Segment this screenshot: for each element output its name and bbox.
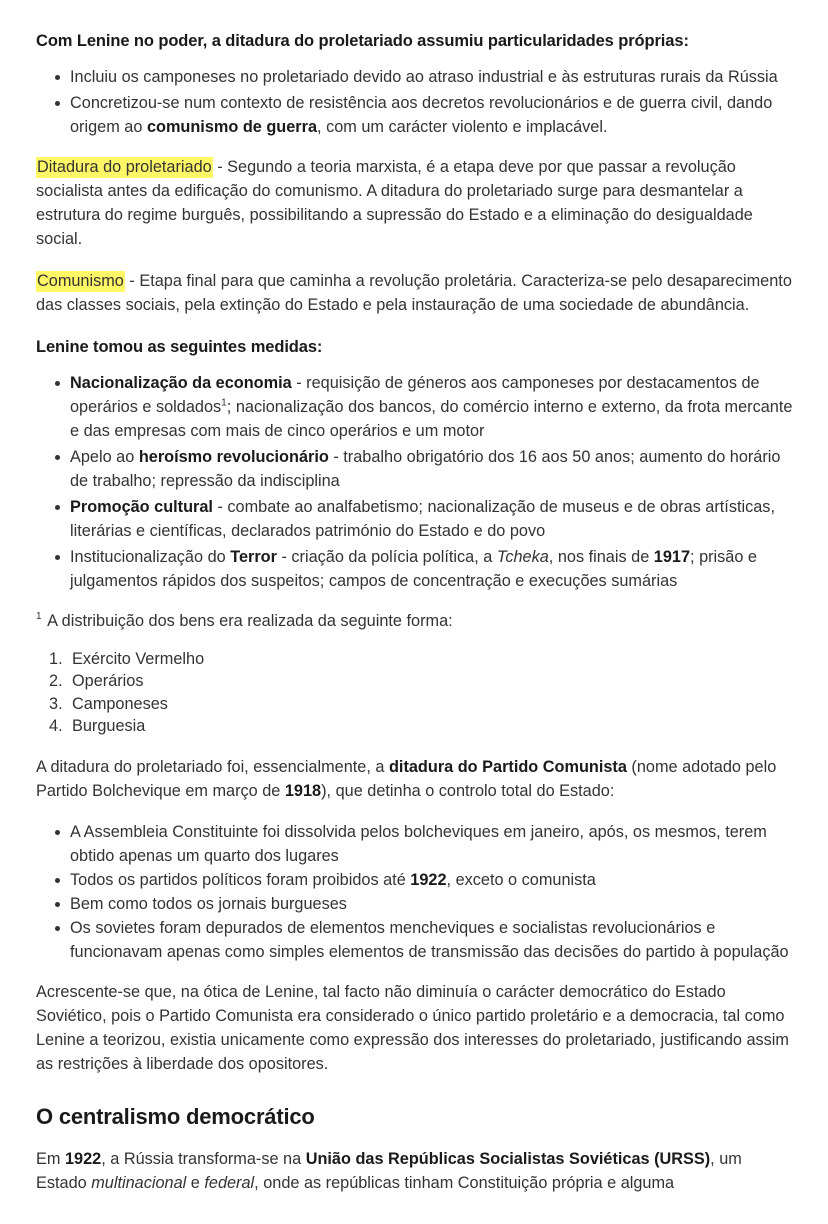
plain-text: Incluiu os camponeses no proletariado devido ao atraso industrial e às estruturas rurais da Rússia	[70, 68, 778, 87]
plain-text: - combate ao analfabetismo; nacionalização de museus e de obras artísticas, literárias e científicas, declarados património do Estado e do povo	[70, 497, 775, 540]
list-item: Exército Vermelho	[72, 649, 205, 668]
plain-text: Bem como todos os jornais burgueses	[70, 895, 347, 914]
list-item: Operários	[72, 672, 144, 691]
footnote-line	[36, 610, 795, 634]
measures-bullet-list	[36, 372, 795, 594]
plain-text: A Assembleia Constituinte foi dissolvida pelos bolcheviques em janeiro, após, os mesmos, terem obtido apenas um quarto dos lugares	[70, 823, 767, 866]
plain-text: , a Rússia transforma-se na	[101, 1149, 306, 1168]
list-item	[36, 372, 795, 444]
plain-text: , exceto o comunista	[446, 871, 596, 890]
list-item	[36, 546, 795, 594]
party-bullet-list	[36, 821, 795, 965]
plain-text: Concretizou-se num contexto de resistência aos decretos revolucionários e de guerra civil, dando origem ao	[70, 94, 773, 137]
plain-text: (nome adotado pelo Partido Bolchevique em março de	[36, 757, 777, 800]
list-item	[36, 66, 795, 90]
italic-text: federal	[204, 1173, 255, 1192]
italic-text: multinacional	[91, 1173, 187, 1192]
bold-text: comunismo de guerra	[146, 118, 318, 137]
list-item: Burguesia	[72, 717, 146, 736]
bold-text: heroísmo revolucionário	[138, 447, 329, 466]
plain-text: ; prisão e julgamentos rápidos dos suspeitos; campos de concentração e execuções sumárias	[70, 547, 757, 590]
bold-text: 1917	[653, 547, 691, 566]
measures-heading: Lenine tomou as seguintes medidas:	[36, 337, 323, 356]
list-item	[36, 869, 795, 893]
bold-text: ditadura do Partido Comunista	[388, 757, 627, 776]
italic-text: Tcheka	[496, 547, 549, 566]
list-item	[36, 893, 795, 917]
footnote-text: A distribuição dos bens era realizada da seguinte forma:	[43, 611, 453, 630]
bold-text: Terror	[230, 547, 277, 566]
plain-text: , com um carácter violento e implacável.	[317, 118, 608, 137]
plain-text: ; nacionalização dos bancos, do comércio interno e externo, da frota mercante e das empresas com mais de cinco operários e um motor	[70, 398, 793, 441]
plain-text: - criação da polícia política, a	[276, 547, 497, 566]
plain-text: , onde as repúblicas tinham Constituição própria e alguma	[254, 1173, 675, 1192]
list-item	[36, 821, 795, 869]
list-item	[36, 496, 795, 544]
footnote-reference: 1	[221, 397, 227, 409]
list-item	[36, 446, 795, 494]
plain-text: - requisição de géneros aos camponeses por destacamentos de operários e soldados	[70, 374, 760, 417]
definition-comunismo	[36, 270, 795, 318]
plain-text: Apelo ao	[70, 447, 139, 466]
plain-text: Em	[36, 1149, 65, 1168]
bold-text: 1922	[64, 1149, 102, 1168]
highlighted-term: Comunismo	[37, 271, 124, 290]
plain-text: , um Estado	[36, 1149, 742, 1192]
plain-text: Todos os partidos políticos foram proibidos até	[70, 871, 411, 890]
list-item	[36, 917, 795, 965]
footnote-numbered-list	[36, 648, 795, 738]
footnote-marker: 1	[36, 611, 42, 623]
plain-text: e	[186, 1173, 205, 1192]
plain-text: ), que detinha o controlo total do Estado:	[321, 781, 615, 800]
intro-heading: Com Lenine no poder, a ditadura do proletariado assumiu particularidades próprias:	[36, 32, 689, 50]
intro-bullet-list	[36, 66, 795, 140]
closing-paragraph: Acrescente-se que, na ótica de Lenine, tal facto não diminuía o carácter democrático do Estado Soviético, pois o Partido Comunista era considerado o único partido proletário e a democracia, tal como Lenine a teorizou, existia unicamente como expressão dos interesses do proletariado, justificando assim as restrições à liberdade dos opositores.	[36, 983, 789, 1074]
bold-text: Nacionalização da economia	[70, 374, 292, 393]
bold-text: Promoção cultural	[70, 497, 213, 516]
bold-text: 1918	[284, 781, 322, 800]
bold-text: União das Repúblicas Socialistas Soviéticas (URSS)	[305, 1149, 711, 1168]
plain-text: Institucionalização do	[70, 547, 231, 566]
list-item	[36, 92, 795, 140]
plain-text: A ditadura do proletariado foi, essencialmente, a	[36, 757, 389, 776]
plain-text: Os sovietes foram depurados de elementos mencheviques e socialistas revolucionários e funcionavam apenas como simples elementos de transmissão das decisões do partido à população	[70, 919, 789, 962]
highlighted-term: Ditadura do proletariado	[37, 158, 212, 177]
definition-body: - Etapa final para que caminha a revolução proletária. Caracteriza-se pelo desaparecimento das classes sociais, pela extinção do Estado e pela instauração de uma sociedade de abundância.	[36, 271, 792, 314]
plain-text: , nos finais de	[548, 547, 654, 566]
definition-body: - Segundo a teoria marxista, é a etapa deve por que passar a revolução socialista antes da edificação do comunismo. A ditadura do proletariado surge para desmantelar a estrutura do regime burguês, possibilitando a supressão do Estado e a eliminação do desigualdade social.	[36, 158, 753, 248]
list-item: Camponeses	[72, 694, 168, 713]
bold-text: 1922	[410, 871, 447, 890]
section-paragraph	[36, 1148, 795, 1196]
party-dictatorship-paragraph	[36, 756, 795, 804]
section-heading-centralismo-democratico: O centralismo democrático	[36, 1104, 315, 1130]
plain-text: - trabalho obrigatório dos 16 aos 50 anos; aumento do horário de trabalho; repressão da indisciplina	[70, 447, 781, 490]
definition-ditadura-do-proletariado	[36, 156, 795, 252]
